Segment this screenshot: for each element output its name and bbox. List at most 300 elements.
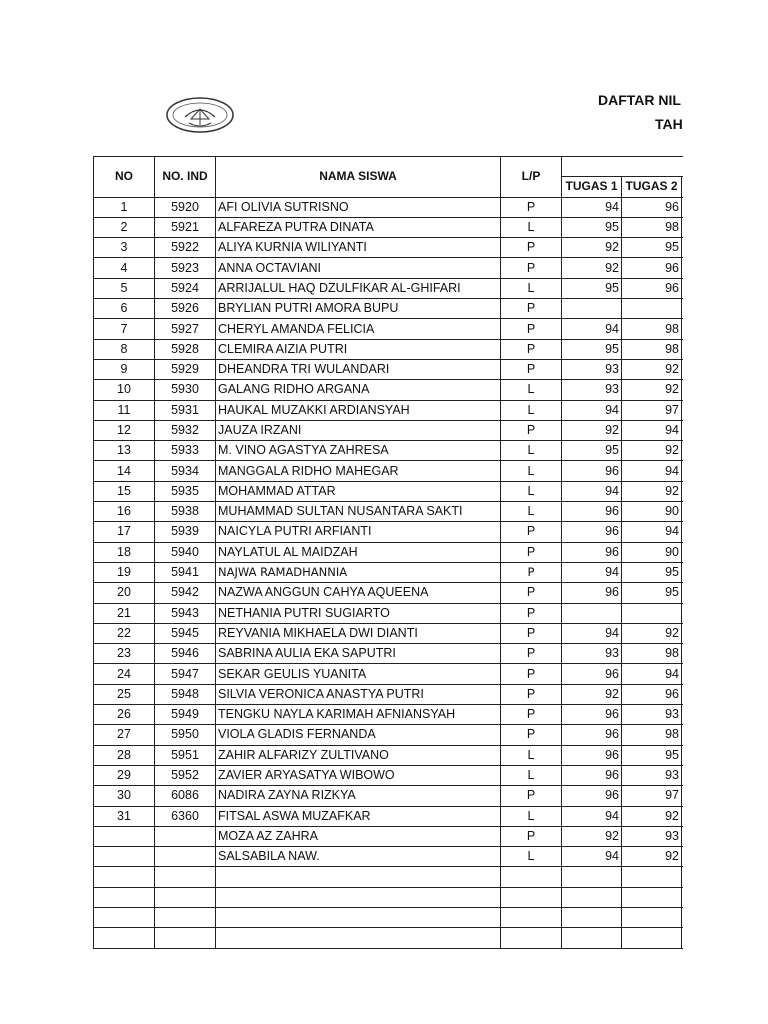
row-no-ind: 5942 [155,583,216,603]
col-header-lp: L/P [501,157,562,198]
row-no-ind: 5927 [155,319,216,339]
row-no [94,887,155,907]
row-no-ind: 5929 [155,359,216,379]
table-row [94,786,684,806]
row-no-ind: 5931 [155,400,216,420]
row-tugas-2: 93 [622,765,682,785]
row-tugas-2: 94 [622,664,682,684]
row-tugas-3 [682,400,684,420]
table-row [94,765,684,785]
row-nama-siswa: SALSABILA NAW. [216,847,501,867]
row-tugas-3 [682,826,684,846]
row-tugas-1: 96 [562,583,622,603]
table-row [94,441,684,461]
row-lp: L [501,481,562,501]
row-tugas-1: 96 [562,725,622,745]
table-row [94,745,684,765]
row-lp: L [501,278,562,298]
row-lp: P [501,339,562,359]
row-tugas-1: 94 [562,400,622,420]
row-tugas-1: 96 [562,502,622,522]
row-no: 28 [94,745,155,765]
row-tugas-1: 94 [562,847,622,867]
row-nama-siswa: SILVIA VERONICA ANASTYA PUTRI [216,684,501,704]
row-nama-siswa: CLEMIRA AIZIA PUTRI [216,339,501,359]
row-nama-siswa [216,928,501,948]
row-no: 7 [94,319,155,339]
row-no [94,907,155,927]
row-tugas-2: 97 [622,400,682,420]
row-lp: L [501,502,562,522]
row-tugas-3 [682,359,684,379]
row-tugas-3 [682,197,684,217]
row-no-ind: 5940 [155,542,216,562]
row-nama-siswa: NADIRA ZAYNA RIZKYA [216,786,501,806]
row-no-ind: 5946 [155,644,216,664]
row-tugas-3 [682,420,684,440]
row-tugas-3 [682,664,684,684]
row-no: 22 [94,623,155,643]
row-no: 12 [94,420,155,440]
row-lp [501,907,562,927]
row-no: 5 [94,278,155,298]
row-tugas-1: 96 [562,786,622,806]
row-tugas-3 [682,562,684,582]
row-tugas-3 [682,623,684,643]
row-no-ind: 5938 [155,502,216,522]
row-nama-siswa: VIOLA GLADIS FERNANDA [216,725,501,745]
row-lp: L [501,217,562,237]
row-no: 24 [94,664,155,684]
row-no: 1 [94,197,155,217]
row-tugas-2: 96 [622,258,682,278]
row-tugas-1: 93 [562,359,622,379]
row-no: 13 [94,441,155,461]
row-nama-siswa [216,907,501,927]
row-tugas-3 [682,380,684,400]
row-tugas-1: 94 [562,197,622,217]
row-tugas-1: 96 [562,461,622,481]
row-nama-siswa: GALANG RIDHO ARGANA [216,380,501,400]
row-tugas-1: 94 [562,481,622,501]
row-tugas-2 [622,299,682,319]
row-no-ind: 5949 [155,705,216,725]
row-no-ind: 5947 [155,664,216,684]
table-row [94,542,684,562]
row-lp: L [501,765,562,785]
row-lp: P [501,786,562,806]
row-nama-siswa: DHEANDRA TRI WULANDARI [216,359,501,379]
col-header-no: NO [94,157,155,198]
row-tugas-1: 96 [562,542,622,562]
row-lp [501,887,562,907]
row-lp: P [501,562,562,582]
row-no: 30 [94,786,155,806]
col-header-nama-siswa: NAMA SISWA [216,157,501,198]
row-tugas-1: 94 [562,806,622,826]
row-tugas-1 [562,887,622,907]
row-no-ind: 5945 [155,623,216,643]
row-no-ind: 5934 [155,461,216,481]
table-row [94,400,684,420]
row-tugas-3 [682,907,684,927]
row-tugas-3 [682,461,684,481]
row-tugas-2: 98 [622,725,682,745]
row-no-ind: 5932 [155,420,216,440]
row-no: 8 [94,339,155,359]
row-lp: L [501,380,562,400]
row-tugas-3 [682,238,684,258]
row-tugas-2: 96 [622,278,682,298]
row-tugas-2: 92 [622,441,682,461]
table-row [94,928,684,948]
grades-table-container [93,156,683,951]
row-nama-siswa: NAZWA ANGGUN CAHYA AQUEENA [216,583,501,603]
row-nama-siswa: FITSAL ASWA MUZAFKAR [216,806,501,826]
row-no: 23 [94,644,155,664]
row-nama-siswa: HAUKAL MUZAKKI ARDIANSYAH [216,400,501,420]
table-row [94,380,684,400]
row-nama-siswa: ZAHIR ALFARIZY ZULTIVANO [216,745,501,765]
table-row [94,847,684,867]
row-no: 27 [94,725,155,745]
row-no [94,847,155,867]
row-no: 19 [94,562,155,582]
row-tugas-1: 96 [562,522,622,542]
row-tugas-2: 96 [622,197,682,217]
row-no [94,928,155,948]
table-row [94,907,684,927]
table-row [94,603,684,623]
row-tugas-2: 95 [622,238,682,258]
row-no: 3 [94,238,155,258]
row-no-ind: 5943 [155,603,216,623]
row-no-ind: 5926 [155,299,216,319]
table-row [94,339,684,359]
row-no-ind: 5928 [155,339,216,359]
table-row [94,725,684,745]
row-lp: P [501,583,562,603]
row-lp [501,928,562,948]
row-tugas-2: 98 [622,217,682,237]
table-row [94,583,684,603]
row-no-ind [155,867,216,887]
row-tugas-2: 90 [622,542,682,562]
row-no-ind: 5941 [155,562,216,582]
row-tugas-2: 93 [622,705,682,725]
row-lp: L [501,400,562,420]
row-lp: P [501,197,562,217]
row-tugas-2: 95 [622,745,682,765]
row-no [94,867,155,887]
row-tugas-2 [622,928,682,948]
row-no-ind: 5952 [155,765,216,785]
row-lp: P [501,664,562,684]
row-lp: L [501,806,562,826]
row-tugas-3 [682,339,684,359]
row-tugas-2: 94 [622,420,682,440]
table-row [94,623,684,643]
row-tugas-3 [682,441,684,461]
row-lp: P [501,603,562,623]
row-tugas-2: 90 [622,502,682,522]
row-tugas-3 [682,522,684,542]
row-tugas-2: 94 [622,522,682,542]
col-header-tugas-2: TUGAS 2 [622,177,682,197]
table-row [94,197,684,217]
row-tugas-1 [562,907,622,927]
table-row [94,420,684,440]
row-nama-siswa: MOZA AZ ZAHRA [216,826,501,846]
row-tugas-2: 96 [622,684,682,704]
row-nama-siswa: ARRIJALUL HAQ DZULFIKAR AL-GHIFARI [216,278,501,298]
row-lp [501,867,562,887]
row-lp: P [501,420,562,440]
row-tugas-1 [562,867,622,887]
row-no-ind: 5939 [155,522,216,542]
table-row [94,238,684,258]
row-nama-siswa: MOHAMMAD ATTAR [216,481,501,501]
row-no: 10 [94,380,155,400]
table-row [94,481,684,501]
table-row [94,359,684,379]
row-tugas-1: 95 [562,339,622,359]
row-nama-siswa: TENGKU NAYLA KARIMAH AFNIANSYAH [216,705,501,725]
row-no-ind [155,887,216,907]
row-no-ind: 5920 [155,197,216,217]
row-tugas-1: 92 [562,420,622,440]
row-tugas-2: 98 [622,339,682,359]
table-row [94,644,684,664]
row-lp: P [501,522,562,542]
row-tugas-3 [682,705,684,725]
document-title: DAFTAR NIL [598,92,681,108]
row-tugas-2: 94 [622,461,682,481]
table-row [94,217,684,237]
row-nama-siswa: M. VINO AGASTYA ZAHRESA [216,441,501,461]
school-emblem-icon [165,95,235,135]
row-tugas-3 [682,644,684,664]
row-tugas-2: 92 [622,806,682,826]
row-tugas-2: 92 [622,359,682,379]
row-no-ind: 5951 [155,745,216,765]
row-tugas-2 [622,867,682,887]
row-nama-siswa: JAUZA IRZANI [216,420,501,440]
table-row [94,887,684,907]
row-tugas-1: 92 [562,258,622,278]
row-tugas-1: 92 [562,238,622,258]
row-no: 31 [94,806,155,826]
row-tugas-1: 92 [562,826,622,846]
row-tugas-1: 94 [562,562,622,582]
row-nama-siswa: CHERYL AMANDA FELICIA [216,319,501,339]
row-no-ind: 5923 [155,258,216,278]
row-nama-siswa: REYVANIA MIKHAELA DWI DIANTI [216,623,501,643]
row-tugas-2 [622,887,682,907]
table-row [94,461,684,481]
row-tugas-1: 94 [562,319,622,339]
row-nama-siswa [216,887,501,907]
row-tugas-3 [682,502,684,522]
row-nama-siswa: ZAVIER ARYASATYA WIBOWO [216,765,501,785]
row-tugas-3 [682,319,684,339]
row-no: 4 [94,258,155,278]
row-tugas-3 [682,745,684,765]
row-lp: P [501,644,562,664]
row-nama-siswa: AFI OLIVIA SUTRISNO [216,197,501,217]
table-row [94,562,684,582]
row-tugas-1: 96 [562,745,622,765]
row-tugas-1 [562,603,622,623]
row-nama-siswa: BRYLIAN PUTRI AMORA BUPU [216,299,501,319]
row-tugas-3 [682,867,684,887]
row-tugas-2 [622,907,682,927]
row-no: 11 [94,400,155,420]
row-tugas-3 [682,786,684,806]
row-lp: P [501,826,562,846]
row-lp: P [501,299,562,319]
row-no [94,826,155,846]
row-nama-siswa: NETHANIA PUTRI SUGIARTO [216,603,501,623]
row-nama-siswa: NAYLATUL AL MAIDZAH [216,542,501,562]
row-no: 14 [94,461,155,481]
row-tugas-1: 96 [562,664,622,684]
row-no: 9 [94,359,155,379]
row-no: 6 [94,299,155,319]
row-nama-siswa: NAJWA RAMADHANNIA [216,562,501,582]
row-no-ind [155,928,216,948]
document-subtitle: TAH [655,116,683,132]
row-no-ind: 5935 [155,481,216,501]
row-no-ind: 5921 [155,217,216,237]
row-nama-siswa: MANGGALA RIDHO MAHEGAR [216,461,501,481]
table-row [94,299,684,319]
row-nama-siswa: SEKAR GEULIS YUANITA [216,664,501,684]
row-tugas-3 [682,583,684,603]
row-tugas-2: 92 [622,623,682,643]
row-lp: P [501,359,562,379]
row-tugas-2 [622,603,682,623]
row-tugas-1: 94 [562,623,622,643]
row-tugas-2: 92 [622,847,682,867]
row-no: 2 [94,217,155,237]
row-tugas-3 [682,278,684,298]
row-tugas-1 [562,928,622,948]
row-tugas-3 [682,765,684,785]
row-no: 16 [94,502,155,522]
row-tugas-1 [562,299,622,319]
row-no-ind: 5950 [155,725,216,745]
row-lp: P [501,258,562,278]
row-no-ind: 6086 [155,786,216,806]
row-tugas-2: 95 [622,583,682,603]
row-lp: P [501,623,562,643]
row-tugas-3 [682,684,684,704]
row-tugas-1: 93 [562,380,622,400]
row-no: 17 [94,522,155,542]
row-no-ind [155,826,216,846]
row-tugas-3 [682,603,684,623]
row-lp: P [501,684,562,704]
grades-table [93,156,683,949]
row-tugas-3 [682,481,684,501]
row-no: 29 [94,765,155,785]
row-nama-siswa: MUHAMMAD SULTAN NUSANTARA SAKTI [216,502,501,522]
row-no-ind [155,907,216,927]
table-row [94,258,684,278]
col-header-tugas-3 [682,177,684,197]
row-nama-siswa: ALFAREZA PUTRA DINATA [216,217,501,237]
table-row [94,826,684,846]
row-no-ind [155,847,216,867]
table-row [94,278,684,298]
row-lp: P [501,725,562,745]
row-lp: P [501,705,562,725]
table-row [94,522,684,542]
row-tugas-1: 92 [562,684,622,704]
row-tugas-1: 96 [562,765,622,785]
row-tugas-1: 93 [562,644,622,664]
row-no-ind: 5922 [155,238,216,258]
table-row [94,867,684,887]
row-tugas-3 [682,725,684,745]
row-tugas-3 [682,217,684,237]
row-no: 25 [94,684,155,704]
row-nama-siswa: ANNA OCTAVIANI [216,258,501,278]
row-lp: L [501,441,562,461]
row-tugas-3 [682,299,684,319]
row-tugas-2: 97 [622,786,682,806]
row-no-ind: 5930 [155,380,216,400]
row-tugas-3 [682,258,684,278]
row-lp: P [501,542,562,562]
row-no-ind: 5933 [155,441,216,461]
row-lp: L [501,461,562,481]
row-no-ind: 5948 [155,684,216,704]
row-tugas-3 [682,928,684,948]
table-row [94,502,684,522]
row-lp: P [501,319,562,339]
table-row [94,705,684,725]
col-group-header [562,157,684,177]
table-row [94,664,684,684]
row-tugas-3 [682,847,684,867]
row-no: 20 [94,583,155,603]
row-nama-siswa: SABRINA AULIA EKA SAPUTRI [216,644,501,664]
row-nama-siswa: ALIYA KURNIA WILIYANTI [216,238,501,258]
table-row [94,684,684,704]
row-nama-siswa: NAICYLA PUTRI ARFIANTI [216,522,501,542]
row-tugas-2: 93 [622,826,682,846]
row-lp: L [501,745,562,765]
row-no: 15 [94,481,155,501]
row-no-ind: 5924 [155,278,216,298]
row-lp: P [501,238,562,258]
row-tugas-3 [682,542,684,562]
row-tugas-2: 92 [622,380,682,400]
row-tugas-2: 98 [622,644,682,664]
row-tugas-2: 95 [622,562,682,582]
row-tugas-1: 95 [562,217,622,237]
row-tugas-2: 92 [622,481,682,501]
row-no-ind: 6360 [155,806,216,826]
col-header-tugas-1: TUGAS 1 [562,177,622,197]
row-no: 26 [94,705,155,725]
row-tugas-3 [682,806,684,826]
row-tugas-3 [682,887,684,907]
row-nama-siswa [216,867,501,887]
row-tugas-1: 96 [562,705,622,725]
